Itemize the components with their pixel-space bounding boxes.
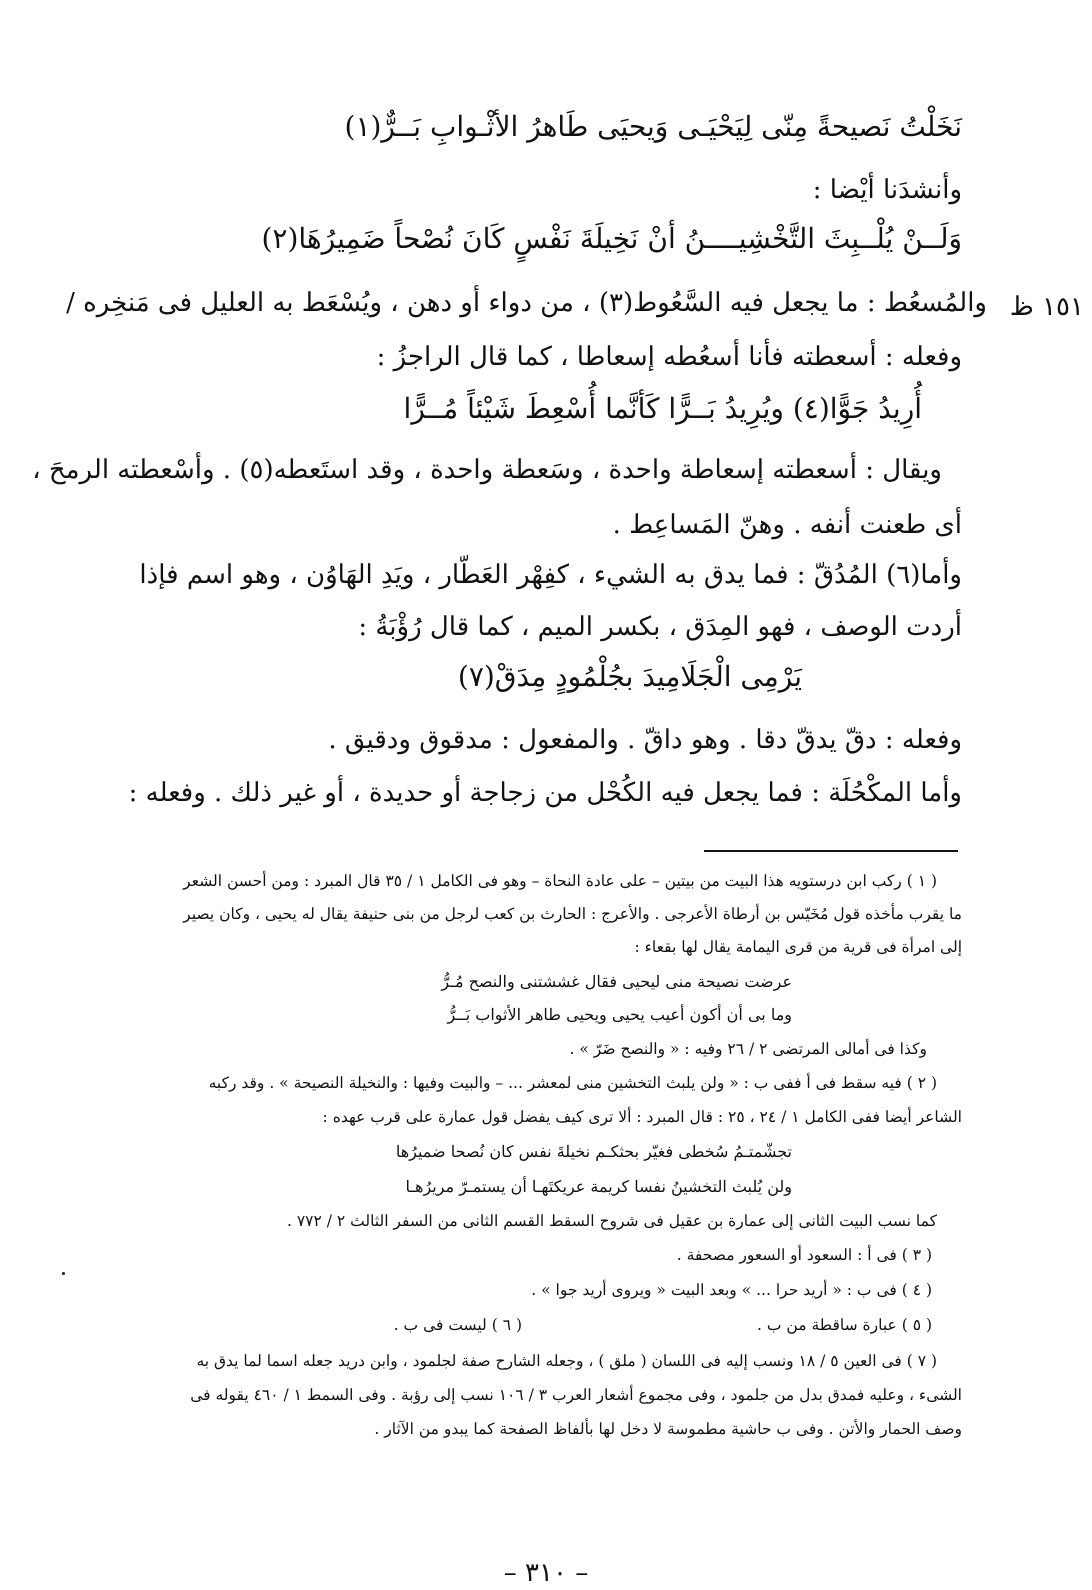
footnote-1-line: وكذا فى أمالى المرتضى ٢ / ٢٦ وفيه : « والنصح ضَرّ » .	[569, 1040, 927, 1058]
footnote-7-line: وصف الحمار والأتن . وفى ب حاشية مطموسة لا دخل لها بألفاظ الصفحة كما يبدو من الآثار .	[374, 1420, 962, 1438]
text-line: وفعله : أسعطته فأنا أسعُطه إسعاطا ، كما قال الراجزُ :	[376, 342, 962, 372]
text-line: وأما(٦) المُدُقّ : فما يدق به الشيء ، كفِهْر العَطّار ، ويَدِ الهَاوُن ، وهو اسم فإذا	[139, 560, 962, 590]
verse-line-3: أُرِيدُ جَوًّا(٤) ويُرِيدُ بَــرًّا كَأنَّما أُسْعِطَ شَيْئاً مُــرًّا	[403, 392, 922, 425]
footnote-1-verse: عرضت نصيحة منى ليحيى فقال غششتنى والنصح مُـرُّ	[441, 972, 792, 991]
footnote-5: ( ٥ ) عبارة ساقطة من ب .	[757, 1316, 932, 1334]
footnote-6: ( ٦ ) ليست فى ب .	[393, 1316, 522, 1334]
footnote-3: ( ٣ ) فى أ : السعود أو السعور مصحفة .	[676, 1246, 932, 1264]
footnote-7-line: الشىء ، وعليه فمدق بدل من جلمود ، وفى مجموع أشعار العرب ٣ / ١٠٦ نسب إلى رؤبة . وفى السمط ١ / ٤٦٠ يقوله فى	[190, 1386, 962, 1404]
text-line: أردت الوصف ، فهو المِدَق ، بكسر الميم ، كما قال رُؤْبَةُ :	[358, 612, 962, 642]
footnote-2-verse: تجشّمتـمُ سُخطى فغيّر بحثكـم نخيلةَ نفس كان نُصحا ضميرُها	[395, 1142, 792, 1161]
verse-line-2: وَلَــنْ يُلْــبِثَ التَّخْشِيــــنُ أنْ نَخِيلَةَ نَفْسٍ كَانَ نُصْحاً ضَمِيرُهَا(٢)	[261, 222, 962, 255]
footnote-1-line: ( ١ ) ركب ابن درستويه هذا البيت من بيتين – على عادة النحاة – وهو فى الكامل ١ / ٣٥ قال المبرد : ومن أحسن الشعر	[183, 872, 937, 890]
text-line: والمُسعُط : ما يجعل فيه السَّعُوط(٣) ، من دواء أو دهن ، ويُسْعَط به العليل فى مَنخِره /	[66, 288, 987, 318]
footnote-2-verse: ولن يُلبث التخشينُ نفسا كريمة عريكتَهـا أن يستمـرّ مريرُهـا	[405, 1177, 792, 1196]
footnote-separator	[704, 850, 958, 852]
footnote-7-line: ( ٧ ) فى العين ٥ / ١٨ ونسب إليه فى اللسان ( ملق ) ، وجعله الشارح صفة لجلمود ، وابن دريد جعله اسما لما يدق به	[196, 1352, 937, 1370]
verse-line-4: يَرْمِى الْجَلَامِيدَ بجُلْمُودٍ مِدَقْ(٧)	[457, 660, 802, 693]
text-line: وفعله : دقّ يدقّ دقا . وهو داقّ . والمفعول : مدقوق ودقيق .	[328, 725, 962, 755]
footnote-2-line: الشاعر أيضا ففى الكامل ١ / ٢٤ ، ٢٥ : قال المبرد : ألا ترى كيف يفضل قول عمارة على قرب عهده :	[322, 1108, 962, 1126]
text-line: ويقال : أسعطته إسعاطة واحدة ، وسَعطة واحدة ، وقد استَعطه(٥) . وأسْعطته الرمحَ ،	[32, 455, 942, 485]
text-line: أى طعنت أنفه . وهنّ المَساعِط .	[612, 510, 962, 540]
footnote-1-line: ما يقرب مأخذه قول مُخَيّس بن أرطاة الأعرجى . والأعرج : الحارث بن كعب لرجل من بنى حنيفة يقال له يحيى ، وكان يصير	[183, 905, 962, 923]
footnote-2-line: كما نسب البيت الثانى إلى عمارة بن عقيل فى شروح السقط القسم الثانى من السفر الثالث ٢ / ٧٧٢ .	[286, 1212, 937, 1230]
footnote-1-line: إلى امرأة فى قرية من قرى اليمامة يقال لها بقعاء :	[634, 938, 962, 956]
text-line: وأنشدَنا أيْضا :	[812, 175, 962, 205]
verse-line-1: نَخَلْتُ نَصيحةً مِنّى لِيَحْيَـى وَيحيَى طَاهرُ الأثْـوابِ بَــرٌّ(١)	[344, 110, 962, 143]
page-number: – ٣١٠ –	[503, 1558, 589, 1588]
footnote-2-line: ( ٢ ) فيه سقط فى أ ففى ب : « ولن يلبث التخشين منى لمعشر ... – والبيت وفيها : والنخيلة النصيحة » . وقد ركبه	[208, 1074, 937, 1092]
text-line: وأما المكْحُلَة : فما يجعل فيه الكُحْل من زجاجة أو حديدة ، أو غير ذلك . وفعله :	[128, 778, 962, 808]
footnote-1-verse: وما بى أن أكون أعيب يحيى ويحيى طاهر الأثواب بَــرُّ	[447, 1005, 792, 1024]
scan-speck	[62, 1272, 65, 1275]
margin-folio-note: ١٥١ ظ	[1009, 292, 1084, 322]
footnote-4: ( ٤ ) فى ب : « أريد حرا ... » وبعد البيت « ويروى أريد جوا » .	[531, 1281, 932, 1299]
